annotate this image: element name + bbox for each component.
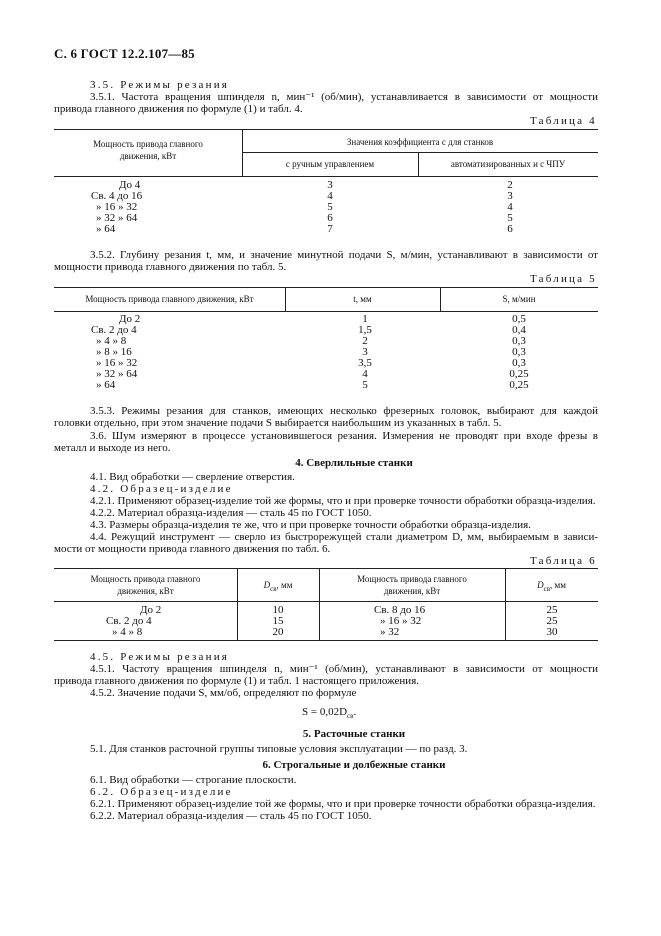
table4-col3: автоматизированных и с ЧПУ — [450, 159, 566, 169]
table5-s: 0,5 — [512, 313, 526, 325]
para-3-5-3-line1: 3.5.3. Режимы резания для станков, имеющих несколько фрезерных головок, выбирают для каждой — [90, 405, 598, 417]
para-3-5-1-line1: 3.5.1. Частота вращения шпинделя n, мин⁻¹ (об/мин), устанавливается в зависимости от мощности — [90, 91, 598, 103]
table5-s: 0,3 — [512, 357, 526, 369]
table5-t: 4 — [362, 368, 368, 380]
table6-col3-line2: движения, кВт — [383, 586, 441, 596]
table4-auto: 2 — [507, 179, 513, 191]
para-3-6-line1: 3.6. Шум измеряют в процессе установившегося резания. Измерения не проводят при входе фрезы в — [90, 430, 598, 442]
table4-auto: 4 — [507, 201, 513, 213]
para-3-5-3-line2: головки отдельно, при этом значение подачи S выбирается наибольшим из указанных в табл. 5. — [54, 417, 502, 429]
table5-t: 1 — [362, 313, 368, 325]
table6-power-left: До 2 — [140, 604, 162, 616]
table4-col1-line1: Мощность привода главного — [93, 139, 203, 149]
table4-col2: с ручным управлением — [285, 159, 375, 169]
table4-manual: 3 — [327, 179, 333, 191]
para-3-5-1-line2: привода главного движения по формуле (1) и табл. 4. — [54, 103, 303, 115]
table4-group-header: Значения коэффициента c для станков — [346, 137, 494, 147]
table6-col2: $D_{св}$, мм — [263, 580, 293, 593]
para-6-2-2: 6.2.2. Материал образца-изделия — сталь 45 по ГОСТ 1050. — [90, 810, 372, 822]
table4-manual: 7 — [327, 223, 333, 235]
para-6-1: 6.1. Вид обработки — строгание плоскости. — [90, 774, 297, 786]
table6-col3-line1: Мощность привода главного — [357, 574, 467, 584]
table6-d-right: 25 — [546, 604, 558, 616]
para-5-1: 5.1. Для станков расточной группы типовые условия эксплуатации — по разд. 3. — [90, 743, 468, 755]
table5-t: 3,5 — [358, 357, 372, 369]
table5-power: » 4 » 8 — [96, 335, 127, 347]
section-4-title: 4. Сверлильные станки — [295, 457, 413, 469]
table4-caption: Таблица 4 — [530, 115, 597, 127]
table6-col4: $D_{св}$, мм — [537, 580, 566, 593]
table4-power: » 16 » 32 — [96, 201, 138, 213]
table6-power-left: Св. 2 до 4 — [106, 615, 152, 627]
table4-power: До 4 — [119, 179, 141, 191]
para-4-4-line2: мости от мощности привода главного движения по табл. 6. — [54, 543, 331, 555]
table6-d-left: 10 — [272, 604, 284, 616]
para-4-5-1-line2: привода главного движения по формуле (1) и табл. 1 настоящего приложения. — [54, 675, 420, 687]
para-3-5-2-line2: мощности привода главного движения по табл. 5. — [54, 261, 287, 273]
para-3-6-line2: металл и выходе из него. — [54, 442, 171, 454]
table5-power: » 64 — [96, 379, 116, 391]
table6-d-left: 15 — [272, 615, 284, 627]
table5-s: 0,3 — [512, 335, 526, 347]
section-4-5-title: 4.5. Режимы резания — [90, 651, 230, 663]
table4-manual: 4 — [327, 190, 333, 202]
table6-d-left: 20 — [272, 626, 284, 638]
table5-col3: S, м/мин — [502, 294, 536, 304]
table4-power: » 64 — [96, 223, 116, 235]
table6-col1-line2: движения, кВт — [117, 586, 174, 596]
section-5-title: 5. Расточные станки — [302, 728, 406, 740]
para-6-2-1: 6.2.1. Применяют образец-изделие той же формы, что и при проверке точности обработки образца-изделия. — [90, 798, 596, 810]
table5-s: 0,25 — [509, 368, 529, 380]
table4-manual: 6 — [327, 212, 333, 224]
table5-s: 0,25 — [509, 379, 529, 391]
table6-col1-line1: Мощность привода главного — [90, 574, 201, 584]
table4-power: » 32 » 64 — [96, 212, 138, 224]
table5-caption: Таблица 5 — [530, 273, 597, 285]
table5-t: 5 — [362, 379, 368, 391]
para-4-3: 4.3. Размеры образца-изделия те же, что и при проверке точности обработки образца-изделия. — [90, 519, 531, 531]
para-4-4-line1: 4.4. Режущий инструмент — сверло из быстрорежущей стали диаметром D, мм, выбираемым в зависи- — [90, 531, 598, 543]
table4-auto: 6 — [507, 223, 513, 235]
table5-power: » 32 » 64 — [96, 368, 138, 380]
table5-t: 1,5 — [358, 324, 372, 336]
section-3-5-title: 3.5. Режимы резания — [90, 79, 230, 91]
para-3-5-2-line1: 3.5.2. Глубину резания t, мм, и значение минутной подачи S, м/мин, устанавливают в зависимости от — [90, 249, 598, 261]
table4-power: Св. 4 до 16 — [91, 190, 143, 202]
table6-d-right: 25 — [546, 615, 558, 627]
para-6-2: 6.2. Образец-изделие — [90, 786, 233, 798]
page-header: С. 6 ГОСТ 12.2.107—85 — [54, 46, 195, 61]
table6-d-right: 30 — [546, 626, 558, 638]
para-4-2-1: 4.2.1. Применяют образец-изделие той же формы, что и при проверке точности обработки образца-изделия. — [90, 495, 596, 507]
section-6-title: 6. Строгальные и долбежные станки — [262, 759, 446, 771]
para-4-2: 4.2. Образец-изделие — [90, 483, 233, 495]
para-4-5-1-line1: 4.5.1. Частоту вращения шпинделя n, мин⁻¹ (об/мин), устанавливают в зависимости от мощности — [90, 663, 598, 675]
table5-power: До 2 — [119, 313, 141, 325]
table6-power-right: » 32 — [380, 626, 400, 638]
table6-power-right: » 16 » 32 — [380, 615, 422, 627]
table4-manual: 5 — [327, 201, 333, 213]
table5-col1: Мощность привода главного движения, кВт — [85, 294, 254, 304]
table5-col2: t, мм — [353, 294, 372, 304]
para-4-1: 4.1. Вид обработки — сверление отверстия. — [90, 471, 295, 483]
table4-col1-line2: движения, кВт — [119, 151, 177, 161]
table5-t: 2 — [362, 335, 368, 347]
table6-caption: Таблица 6 — [530, 555, 597, 567]
para-4-5-2: 4.5.2. Значение подачи S, мм/об, определяют по формуле — [90, 687, 357, 699]
table4-auto: 3 — [507, 190, 513, 202]
table4-auto: 5 — [507, 212, 513, 224]
formula: $S = 0,02D_{св}$. — [302, 706, 357, 721]
table5-power: » 16 » 32 — [96, 357, 138, 369]
para-4-2-2: 4.2.2. Материал образца-изделия — сталь 45 по ГОСТ 1050. — [90, 507, 372, 519]
table5-power: Св. 2 до 4 — [91, 324, 137, 336]
table5-power: » 8 » 16 — [96, 346, 132, 358]
table6-power-right: Св. 8 до 16 — [374, 604, 426, 616]
table6-power-left: » 4 » 8 — [112, 626, 143, 638]
table5-s: 0,4 — [512, 324, 526, 336]
table5-s: 0,3 — [512, 346, 526, 358]
table5-t: 3 — [362, 346, 368, 358]
